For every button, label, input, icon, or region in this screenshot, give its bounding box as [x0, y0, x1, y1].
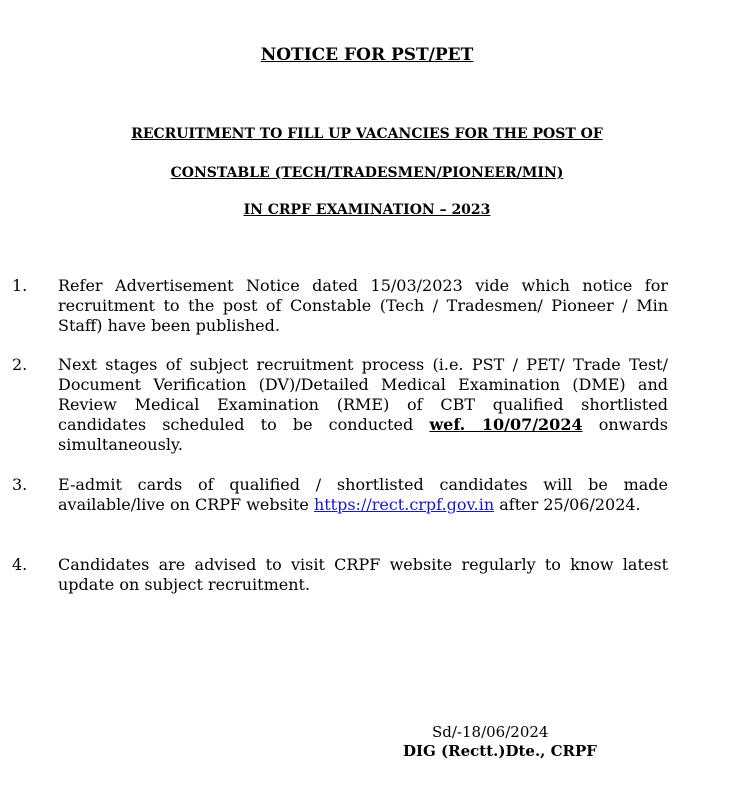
schedule-date-highlight: wef. 10/07/2024	[429, 415, 583, 434]
notice-point-3	[12, 475, 668, 515]
point-text	[58, 475, 668, 515]
crpf-website-link[interactable]: https://rect.crpf.gov.in	[313, 495, 495, 514]
point-number: 4.	[12, 555, 28, 574]
subheading-line-1: RECRUITMENT TO FILL UP VACANCIES FOR THE POST OF	[131, 126, 603, 142]
point-text-after: after 25/06/2024.	[499, 495, 641, 514]
subheading-line-3: IN CRPF EXAMINATION – 2023	[243, 202, 491, 218]
notice-point-1	[12, 276, 668, 336]
point-text-before: Next stages of subject recruitment process (i.e. PST / PET/ Trade Test/ Document Verification (DV)/Detailed Medical Examination (DME) and Review Medical Examination (RME) of CBT qualified shortlisted candidates scheduled to be conducted	[58, 355, 668, 434]
point-number: 1.	[12, 276, 28, 295]
signature-office: DIG (Rectt.)Dte., CRPF	[403, 742, 597, 760]
point-text-after: onwards simultaneously.	[58, 415, 668, 454]
notice-point-2	[12, 355, 668, 455]
notice-title: NOTICE FOR PST/PET	[260, 45, 474, 65]
point-number: 2.	[12, 355, 28, 374]
signature-date: Sd/-18/06/2024	[432, 723, 549, 741]
point-text: Candidates are advised to visit CRPF website regularly to know latest update on subject recruitment.	[58, 555, 668, 594]
notice-point-4	[12, 555, 668, 595]
point-text-before: E-admit cards of qualified / shortlisted candidates will be made available/live on CRPF website	[58, 475, 668, 514]
subheading-line-2: CONSTABLE (TECH/TRADESMEN/PIONEER/MIN)	[170, 165, 564, 181]
point-text	[58, 355, 668, 455]
point-number: 3.	[12, 475, 28, 494]
point-text: Refer Advertisement Notice dated 15/03/2023 vide which notice for recruitment to the post of Constable (Tech / Tradesmen/ Pioneer / Min Staff) have been published.	[58, 276, 668, 335]
